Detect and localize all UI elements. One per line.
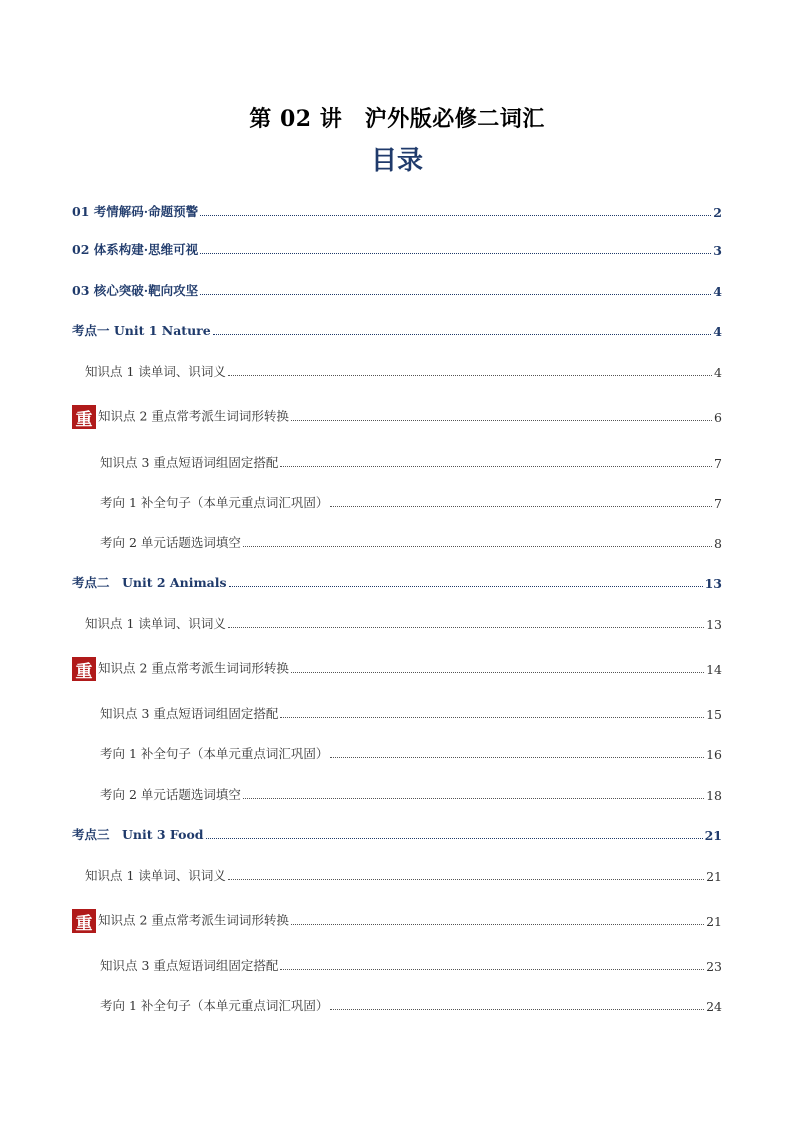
toc-entry[interactable] xyxy=(0,399,722,430)
toc-entry-text: 知识点 2 重点常考派生词词形转换 xyxy=(98,912,289,928)
toc-entry[interactable] xyxy=(0,360,722,380)
toc-entry[interactable] xyxy=(0,702,722,722)
toc-page-number: 8 xyxy=(714,536,722,551)
toc-page-number: 7 xyxy=(714,496,722,511)
toc-leader-dots xyxy=(243,797,704,799)
toc-leader-dots xyxy=(280,716,704,718)
toc-entry[interactable] xyxy=(0,238,722,258)
toc-entry-label xyxy=(100,744,328,762)
toc-entry[interactable] xyxy=(0,571,722,591)
toc-page-number: 3 xyxy=(713,243,722,258)
toc-page-number: 4 xyxy=(713,284,722,299)
toc-entry-text: 考点一 Unit 1 Nature xyxy=(72,323,211,338)
toc-entry-label xyxy=(72,240,198,258)
toc-entry-label xyxy=(85,362,226,380)
toc-page-number: 13 xyxy=(706,617,722,632)
toc-leader-dots xyxy=(213,333,712,335)
toc-entry-text: 考向 1 补全句子（本单元重点词汇巩固） xyxy=(100,495,329,510)
toc-entry-text: 知识点 1 读单词、识词义 xyxy=(85,868,226,883)
toc-page-number: 23 xyxy=(706,959,722,974)
toc-page-number: 24 xyxy=(706,999,722,1014)
toc-leader-dots xyxy=(291,923,704,925)
toc-leader-dots xyxy=(291,671,704,673)
toc-entry-label xyxy=(100,493,328,511)
toc-entry-text: 考向 2 单元话题选词填空 xyxy=(100,535,241,550)
toc-entry-label xyxy=(72,573,227,591)
toc-entry[interactable] xyxy=(0,651,722,682)
toc-entry[interactable] xyxy=(0,279,722,299)
toc-entry-text: 知识点 1 读单词、识词义 xyxy=(85,616,226,631)
toc-entry[interactable] xyxy=(0,954,722,974)
toc-entry-text: 知识点 3 重点短语词组固定搭配 xyxy=(100,706,279,721)
toc-leader-dots xyxy=(229,585,703,587)
toc-leader-dots xyxy=(228,626,704,628)
toc-entry[interactable] xyxy=(0,903,722,934)
toc-leader-dots xyxy=(228,374,712,376)
toc-entry[interactable] xyxy=(0,742,722,762)
toc-entry-text: 知识点 3 重点短语词组固定搭配 xyxy=(100,455,279,470)
toc-entry-text: 知识点 3 重点短语词组固定搭配 xyxy=(100,958,279,973)
toc-entry-label xyxy=(100,453,278,471)
toc-leader-dots xyxy=(200,252,711,254)
toc-entry-label xyxy=(85,866,226,884)
toc-entry-label xyxy=(72,905,289,934)
page-title: 第 02 讲 沪外版必修二词汇 xyxy=(249,106,545,132)
toc-entry-label xyxy=(100,704,278,722)
toc-page-number: 2 xyxy=(713,205,722,220)
toc-leader-dots xyxy=(280,968,704,970)
toc-entry[interactable] xyxy=(0,823,722,843)
toc-leader-dots xyxy=(330,756,704,758)
toc-entry-label xyxy=(100,996,328,1014)
toc-entry[interactable] xyxy=(0,994,722,1014)
toc-entry-text: 03 核心突破·靶向攻坚 xyxy=(72,283,199,298)
important-badge-icon: 重 xyxy=(72,909,96,933)
toc-entry-label xyxy=(72,653,289,682)
toc-entry-label xyxy=(72,281,198,299)
toc-leader-dots xyxy=(228,878,704,880)
toc-leader-dots xyxy=(200,214,711,216)
toc-page-number: 21 xyxy=(706,869,722,884)
toc-heading: 目录 xyxy=(370,146,423,176)
toc-entry-text: 考向 1 补全句子（本单元重点词汇巩固） xyxy=(100,746,329,761)
toc-entry-text: 考向 1 补全句子（本单元重点词汇巩固） xyxy=(100,998,329,1013)
toc-leader-dots xyxy=(243,545,712,547)
toc-entry-text: 知识点 2 重点常考派生词词形转换 xyxy=(98,408,289,424)
toc-entry[interactable] xyxy=(0,319,722,339)
toc-entry-label xyxy=(72,401,289,430)
toc-entry-label xyxy=(100,785,241,803)
toc-entry-label xyxy=(100,956,278,974)
toc-entry-text: 知识点 1 读单词、识词义 xyxy=(85,364,226,379)
toc-leader-dots xyxy=(200,293,711,295)
toc-leader-dots xyxy=(330,505,712,507)
toc-page-number: 4 xyxy=(713,324,722,339)
toc-page-number: 4 xyxy=(714,365,722,380)
toc-leader-dots xyxy=(291,419,712,421)
toc-entry-text: 考向 2 单元话题选词填空 xyxy=(100,787,241,802)
toc-page-number: 13 xyxy=(704,576,722,591)
toc-page-number: 14 xyxy=(706,662,722,677)
toc-entry[interactable] xyxy=(0,200,722,220)
toc-entry[interactable] xyxy=(0,491,722,511)
toc-entry-label xyxy=(100,533,241,551)
toc-entry[interactable] xyxy=(0,864,722,884)
toc-entry-label xyxy=(72,321,211,339)
toc-entry[interactable] xyxy=(0,451,722,471)
toc-entry[interactable] xyxy=(0,531,722,551)
important-badge-icon: 重 xyxy=(72,657,96,681)
toc-page-number: 6 xyxy=(714,410,722,425)
toc-page-number: 16 xyxy=(706,747,722,762)
toc-entry[interactable] xyxy=(0,612,722,632)
toc-entry-text: 考点三 Unit 3 Food xyxy=(72,827,204,842)
important-badge-icon: 重 xyxy=(72,405,96,429)
toc-page-number: 7 xyxy=(714,456,722,471)
toc-entry[interactable] xyxy=(0,783,722,803)
toc-entry-text: 知识点 2 重点常考派生词词形转换 xyxy=(98,660,289,676)
toc-leader-dots xyxy=(330,1008,704,1010)
toc-page-number: 21 xyxy=(706,914,722,929)
toc-entry-label xyxy=(72,825,204,843)
toc-entry-text: 01 考情解码·命题预警 xyxy=(72,204,199,219)
toc-entry-text: 考点二 Unit 2 Animals xyxy=(72,575,227,590)
toc-page-number: 18 xyxy=(706,788,722,803)
toc-leader-dots xyxy=(206,837,703,839)
toc-entry-text: 02 体系构建·思维可视 xyxy=(72,242,199,257)
toc-page-number: 21 xyxy=(704,828,722,843)
toc-leader-dots xyxy=(280,465,712,467)
toc-page-number: 15 xyxy=(706,707,722,722)
toc-entry-label xyxy=(85,614,226,632)
toc-entry-label xyxy=(72,202,198,220)
